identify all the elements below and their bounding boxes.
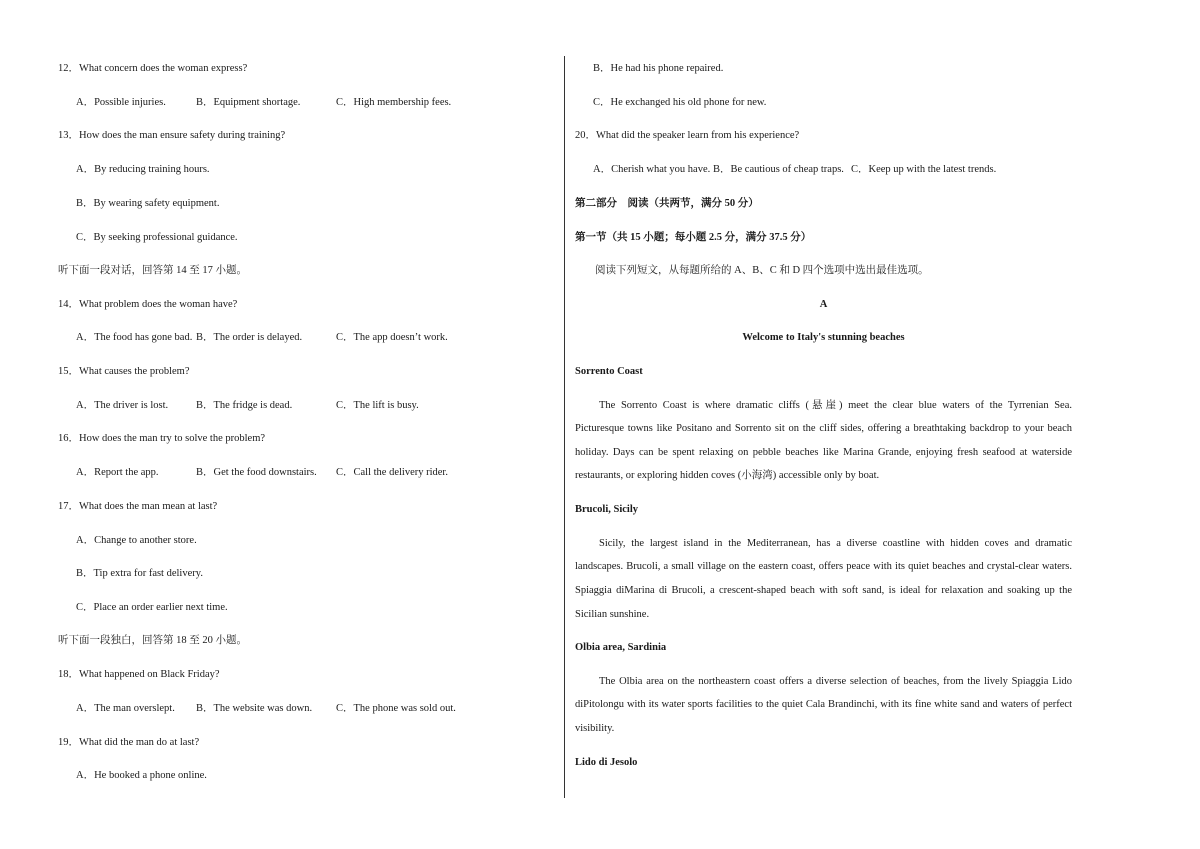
section-heading-jesolo: Lido di Jesolo [575, 757, 638, 768]
option-a: A．Possible injuries. [76, 97, 166, 108]
option-a: A．Report the app. [76, 467, 159, 478]
passage-title: Welcome to Italy's stunning beaches [742, 332, 905, 343]
option-a: A．The man overslept. [76, 703, 175, 714]
reading-instruction: 阅读下列短文，从每题所给的 A、B、C 和 D 四个选项中选出最佳选项。 [595, 265, 929, 276]
question-18-stem: 18．What happened on Black Friday? [58, 669, 220, 680]
paragraph-line: visibility. [575, 723, 615, 734]
option-a: A．He booked a phone online. [76, 770, 207, 781]
option-b: B．By wearing safety equipment. [76, 198, 220, 209]
option-a: A．The driver is lost. [76, 400, 169, 411]
option-c: C．Call the delivery rider. [336, 467, 448, 478]
option-c: C．High membership fees. [336, 97, 452, 108]
paragraph-line: Sicilian sunshine. [575, 609, 650, 620]
option-a: A．Change to another store. [76, 535, 197, 546]
option-c: C．By seeking professional guidance. [76, 232, 238, 243]
option-b: B．He had his phone repaired. [593, 63, 724, 74]
question-13-stem: 13．How does the man ensure safety during training? [58, 130, 286, 141]
option-b: B．The order is delayed. [196, 332, 303, 343]
option-b: B．Tip extra for fast delivery. [76, 568, 203, 579]
paragraph-line: landscapes. Brucoli, a small village on the eastern coast, offers peace with its quiet beaches and crystal-clear waters. [575, 561, 1072, 572]
option-c: C．Place an order earlier next time. [76, 602, 228, 613]
option-b: B．Get the food downstairs. [196, 467, 317, 478]
column-divider [564, 56, 565, 798]
paragraph-line: restaurants, or exploring hidden coves (小海湾) accessible only by boat. [575, 470, 880, 481]
section-1-heading: 第一节（共 15 小题；每小题 2.5 分，满分 37.5 分） [575, 232, 812, 243]
question-14-stem: 14．What problem does the woman have? [58, 299, 238, 310]
option-b: B．Be cautious of cheap traps. [713, 164, 844, 175]
option-b: B．The website was down. [196, 703, 313, 714]
paragraph-line: holiday. Days can be spent relaxing on pebble beaches like Marina Grande, enjoying fresh seafood at waterside [575, 447, 1072, 458]
question-19-stem: 19．What did the man do at last? [58, 737, 200, 748]
option-a: A．By reducing training hours. [76, 164, 210, 175]
listening-instruction-14-17: 听下面一段对话，回答第 14 至 17 小题。 [58, 265, 247, 276]
option-a: A．The food has gone bad. [76, 332, 193, 343]
passage-label: A [819, 299, 828, 310]
option-c: C．The phone was sold out. [336, 703, 456, 714]
listening-instruction-18-20: 听下面一段独白，回答第 18 至 20 小题。 [58, 635, 247, 646]
question-12-stem: 12．What concern does the woman express? [58, 63, 248, 74]
section-heading-olbia: Olbia area, Sardinia [575, 642, 667, 653]
question-20-stem: 20．What did the speaker learn from his experience? [575, 130, 800, 141]
option-b: B．Equipment shortage. [196, 97, 301, 108]
paragraph-line: Picturesque towns like Positano and Sorrento sit on the cliff sides, offering a breathtaking backdrop to your beach [575, 423, 1072, 434]
part-2-heading: 第二部分 阅读（共两节，满分 50 分） [575, 198, 759, 209]
question-17-stem: 17．What does the man mean at last? [58, 501, 218, 512]
paragraph-line: Sicily, the largest island in the Mediterranean, has a diverse coastline with hidden coves and dramatic [599, 538, 1072, 549]
option-c: C．The app doesn’t work. [336, 332, 448, 343]
paragraph-line: Spiaggia diMarina di Brucoli, a crescent-shaped beach with soft sand, is ideal for relaxation and soaking up the [575, 585, 1072, 596]
paragraph-line: diPitolongu with its water sports facilities to the quiet Cala Brandinchi, with its fine white sand and waters of perfect [575, 699, 1072, 710]
section-heading-sorrento: Sorrento Coast [575, 366, 643, 377]
paragraph-line: The Sorrento Coast is where dramatic cliffs (悬崖) meet the clear blue waters of the Tyrrenian Sea. [599, 400, 1072, 411]
option-c: C．He exchanged his old phone for new. [593, 97, 767, 108]
section-heading-brucoli: Brucoli, Sicily [575, 504, 638, 515]
paragraph-line: The Olbia area on the northeastern coast offers a diverse selection of beaches, from the lively Spiaggia Lido [599, 676, 1072, 687]
question-15-stem: 15．What causes the problem? [58, 366, 190, 377]
question-16-stem: 16．How does the man try to solve the problem? [58, 433, 266, 444]
option-b: B．The fridge is dead. [196, 400, 293, 411]
option-c: C．The lift is busy. [336, 400, 419, 411]
option-a: A．Cherish what you have. [593, 164, 711, 175]
option-c: C．Keep up with the latest trends. [851, 164, 997, 175]
